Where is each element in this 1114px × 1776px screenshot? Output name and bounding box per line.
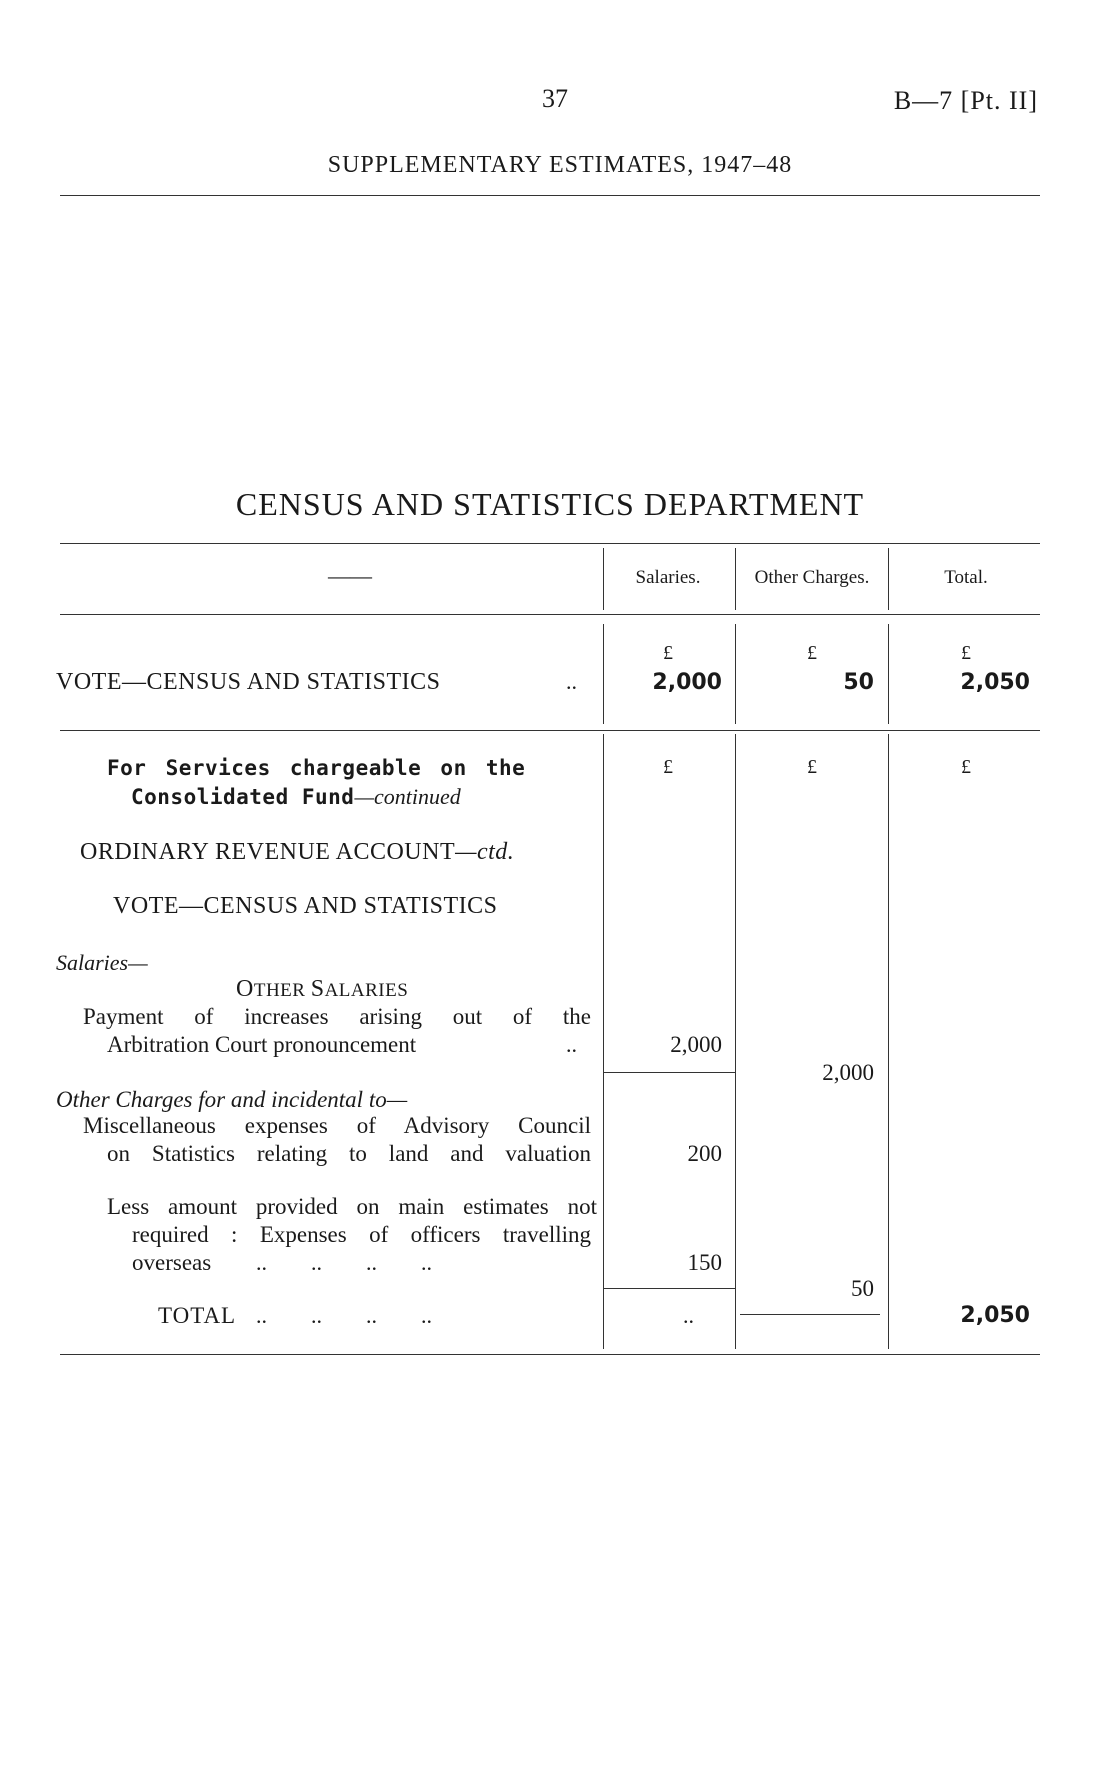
summary-salaries-value: 2,000	[652, 670, 722, 695]
caps-o: O	[236, 976, 254, 1002]
other-charges-heading: Other Charges for and incidental to—	[56, 1087, 408, 1112]
payment-leader: ..	[566, 1032, 577, 1057]
payment-line-2: Arbitration Court pronouncement	[107, 1032, 417, 1057]
summary-other-value: 50	[843, 670, 874, 695]
services-heading-line1: For Services chargeable on the	[107, 756, 526, 780]
total-salaries-leader: ..	[683, 1303, 694, 1328]
summary-other-currency: £	[807, 642, 817, 664]
detail-bottom-rule	[60, 1354, 1040, 1355]
total-other-rule	[740, 1314, 880, 1315]
summary-top-rule	[60, 543, 1040, 544]
summary-divider-4	[603, 624, 604, 724]
document-title: SUPPLEMENTARY ESTIMATES, 1947–48	[327, 152, 793, 178]
detail-salaries-currency: £	[663, 756, 673, 778]
less-amount: 150	[687, 1250, 722, 1275]
salaries-subtotal: 2,000	[822, 1060, 874, 1085]
summary-vote-label: VOTE—CENSUS AND STATISTICS	[56, 669, 441, 695]
less-leader: .. .. .. ..	[256, 1250, 432, 1275]
header-rule	[60, 195, 1040, 196]
detail-divider-2	[735, 734, 736, 1349]
summary-total-currency: £	[961, 642, 971, 664]
payment-line-1: Payment of increases arising out of the	[83, 1004, 591, 1029]
detail-other-currency: £	[807, 756, 817, 778]
detail-vote-title: VOTE—CENSUS AND STATISTICS	[113, 893, 498, 919]
less-line-1: Less amount provided on main estimates not	[107, 1194, 597, 1219]
account-heading	[80, 839, 514, 866]
continued-text: —continued	[354, 784, 461, 809]
column-header-total: Total.	[944, 567, 988, 588]
detail-divider-3	[888, 734, 889, 1349]
page-number: 37	[542, 84, 568, 113]
summary-header-rule	[60, 614, 1040, 615]
summary-divider-1	[603, 548, 604, 610]
salaries-subtotal-rule	[604, 1072, 735, 1073]
summary-total-value: 2,050	[960, 670, 1030, 695]
other-charges-subtotal: 50	[851, 1276, 874, 1301]
summary-divider-6	[888, 624, 889, 724]
total-leader: .. .. .. ..	[256, 1303, 432, 1328]
caps-alaries: ALARIES	[324, 980, 409, 1001]
summary-divider-5	[735, 624, 736, 724]
misc-line-2: on Statistics relating to land and valuation	[107, 1141, 591, 1166]
column-header-other-charges: Other Charges.	[754, 567, 870, 588]
misc-amount: 200	[687, 1141, 722, 1166]
detail-total-currency: £	[961, 756, 971, 778]
total-amount: 2,050	[960, 1303, 1030, 1328]
summary-divider-3	[888, 548, 889, 610]
stub-header: ——	[328, 563, 372, 588]
misc-line-1: Miscellaneous expenses of Advisory Council	[83, 1113, 591, 1138]
account-suffix: —ctd.	[455, 839, 515, 865]
caps-s: S	[310, 976, 325, 1002]
column-header-salaries: Salaries.	[635, 567, 701, 588]
department-title: CENSUS AND STATISTICS DEPARTMENT	[235, 486, 865, 522]
document-reference: B—7 [Pt. II]	[893, 86, 1038, 115]
less-line-2: required : Expenses of officers travelling	[132, 1222, 591, 1247]
other-charges-subtotal-rule	[604, 1288, 735, 1289]
salaries-heading: Salaries—	[56, 950, 148, 975]
summary-bottom-rule	[60, 730, 1040, 731]
summary-divider-2	[735, 548, 736, 610]
other-salaries-heading	[236, 976, 408, 1003]
payment-amount: 2,000	[670, 1032, 722, 1057]
account-text: ORDINARY REVENUE ACCOUNT	[80, 839, 456, 865]
caps-ther: THER	[253, 980, 311, 1001]
services-heading-line2	[131, 784, 461, 810]
summary-salaries-currency: £	[663, 642, 673, 664]
less-line-3: overseas	[132, 1250, 212, 1275]
consolidated-fund-text: Consolidated Fund	[131, 785, 355, 809]
total-label: TOTAL	[158, 1303, 237, 1328]
summary-leader: ..	[566, 669, 577, 694]
